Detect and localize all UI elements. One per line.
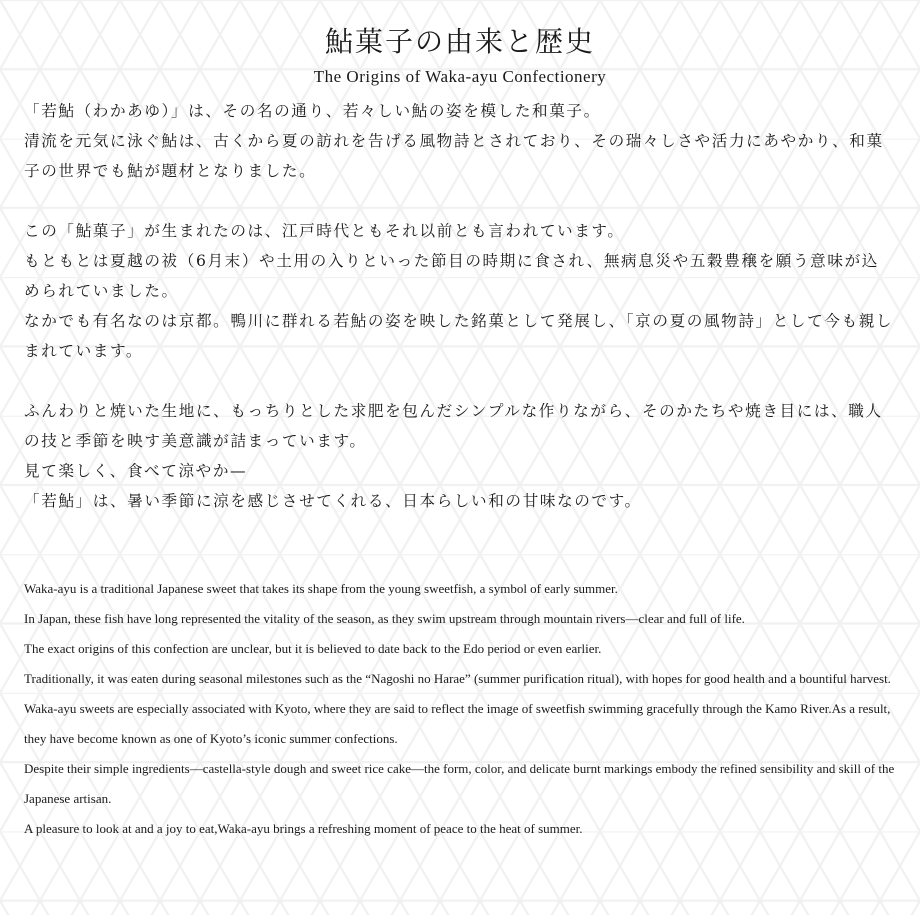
japanese-line: 清流を元気に泳ぐ鮎は、古くから夏の訪れを告げる風物詩とされており、その瑞々しさや活力にあやかり、和菓子の世界でも鮎が題材となりました。	[24, 132, 884, 180]
japanese-paragraph-1	[24, 96, 896, 186]
english-line: Despite their simple ingredients—castella-style dough and sweet rice cake—the form, color, and delicate burnt markings embody the refined sensibility and skill of the Japanese artisan.	[24, 761, 895, 806]
english-line: A pleasure to look at and a joy to eat,Waka-ayu brings a refreshing moment of peace to the heat of summer.	[24, 821, 583, 836]
japanese-line: もともとは夏越の祓（6月末）や土用の入りといった節目の時期に食され、無病息災や五穀豊穣を願う意味が込められていました。	[24, 252, 879, 300]
japanese-line: 見て楽しく、食べて涼やか—	[24, 462, 248, 480]
page-title-english: The Origins of Waka-ayu Confectionery	[313, 67, 607, 86]
english-line: Traditionally, it was eaten during seasonal milestones such as the “Nagoshi no Harae” (summer purification ritual), with hopes for good health and a bountiful harvest.	[24, 671, 891, 686]
page-title-japanese: 鮎菓子の由来と歴史	[324, 25, 595, 58]
japanese-paragraph-3	[24, 396, 896, 516]
japanese-line: ふんわりと焼いた生地に、もっちりとした求肥を包んだシンプルな作りながら、そのかたちや焼き目には、職人の技と季節を映す美意識が詰まっています。	[24, 402, 883, 450]
english-line: Waka-ayu sweets are especially associated with Kyoto, where they are said to reflect the image of sweetfish swimming gracefully through the Kamo River.As a result, they have become known as one of Kyoto’s iconic summer confections.	[24, 701, 891, 746]
japanese-line: なかでも有名なのは京都。鴨川に群れる若鮎の姿を映した銘菓として発展し、「京の夏の風物詩」として今も親しまれています。	[24, 312, 894, 360]
japanese-line: この「鮎菓子」が生まれたのは、江戸時代ともそれ以前とも言われています。	[24, 222, 625, 240]
japanese-line: 「若鮎（わかあゆ）」は、その名の通り、若々しい鮎の姿を模した和菓子。	[24, 102, 601, 120]
english-line: Waka-ayu is a traditional Japanese sweet that takes its shape from the young sweetfish, a symbol of early summer.	[24, 581, 618, 596]
japanese-paragraph-2	[24, 216, 896, 366]
english-line: The exact origins of this confection are unclear, but it is believed to date back to the Edo period or even earlier.	[24, 641, 602, 656]
english-line: In Japan, these fish have long represented the vitality of the season, as they swim upstream through mountain rivers—clear and full of life.	[24, 611, 745, 626]
english-text-section	[24, 574, 896, 844]
japanese-line: 「若鮎」は、暑い季節に涼を感じさせてくれる、日本らしい和の甘味なのです。	[24, 492, 642, 510]
japanese-text-section	[24, 96, 896, 516]
